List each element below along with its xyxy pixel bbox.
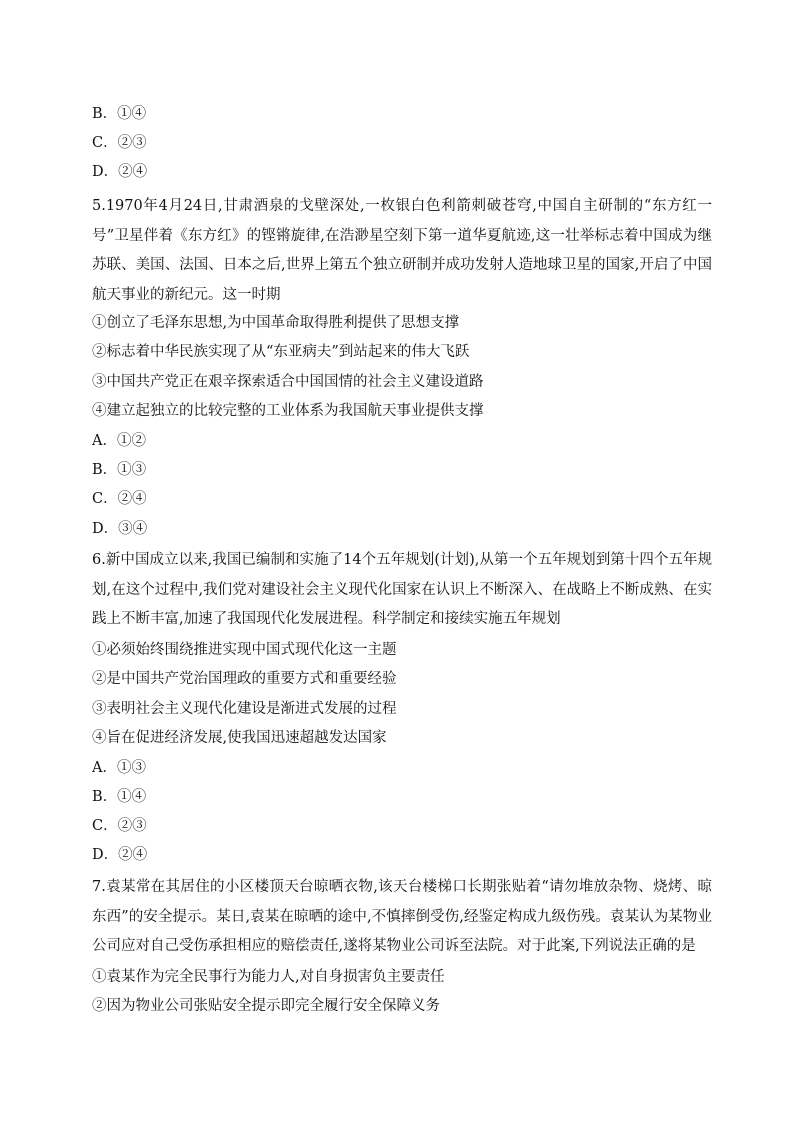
statement-line: ②标志着中华民族实现了从“东亚病夫”到站起来的伟大飞跃 [92, 344, 470, 360]
option-line: A．①② [92, 433, 146, 449]
statement-line: ①袁某作为完全民事行为能力人,对自身损害负主要责任 [92, 969, 445, 985]
option-line: B．①③ [92, 462, 147, 478]
question-stem: 6.新中国成立以来,我国已编制和实施了14个五年规划(计划),从第一个五年规划到第十四个五年规划,在这个过程中,我们党对建设社会主义现代化国家在认识上不断深入、在战略上不断成熟、在实践上不断丰富,加速了我国现代化发展进程。科学制定和接续实施五年规划 [92, 552, 712, 627]
statement-line: ③中国共产党正在艰辛探索适合中国国情的社会主义建设道路 [92, 374, 484, 390]
option-line: B．①④ [92, 789, 147, 805]
statement-line: ②是中国共产党治国理政的重要方式和重要经验 [92, 671, 397, 687]
statement-line: ③表明社会主义现代化建设是渐进式发展的过程 [92, 701, 397, 717]
statement-line: ④旨在促进经济发展,使我国迅速超越发达国家 [92, 730, 387, 746]
option-line: C．②④ [92, 491, 147, 507]
option-line: B．①④ [92, 106, 147, 122]
statement-line: ①必须始终围绕推进实现中国式现代化这一主题 [92, 642, 397, 658]
statement-line: ④建立起独立的比较完整的工业体系为我国航天事业提供支撑 [92, 403, 484, 419]
option-line: C．②③ [92, 135, 147, 151]
option-line: C．②③ [92, 818, 147, 834]
statement-line: ②因为物业公司张贴安全提示即完全履行安全保障义务 [92, 998, 440, 1014]
option-line: D．②④ [92, 847, 148, 863]
option-line: D．③④ [92, 521, 148, 537]
question-stem: 5.1970年4月24日,甘肃酒泉的戈壁深处,一枚银白色利箭刺破苍穹,中国自主研制的“东方红一号”卫星伴着《东方红》的铿锵旋律,在浩渺星空刻下第一道华夏航迹,这一壮举标志着中国成为继苏联、美国、法国、日本之后,世界上第五个独立研制并成功发射人造地球卫星的国家,开启了中国航天事业的新纪元。这一时期 [92, 198, 712, 303]
option-line: A．①③ [92, 760, 146, 776]
question-stem: 7.袁某常在其居住的小区楼顶天台晾晒衣物,该天台楼梯口长期张贴着“请勿堆放杂物、烧烤、晾东西”的安全提示。某日,袁某在晾晒的途中,不慎摔倒受伤,经鉴定构成九级伤残。袁某认为某物业公司应对自己受伤承担相应的赔偿责任,遂将某物业公司诉至法院。对于此案,下列说法正确的是 [92, 879, 712, 954]
statement-line: ①创立了毛泽东思想,为中国革命取得胜利提供了思想支撑 [92, 315, 460, 331]
option-line: D．②④ [92, 164, 148, 180]
